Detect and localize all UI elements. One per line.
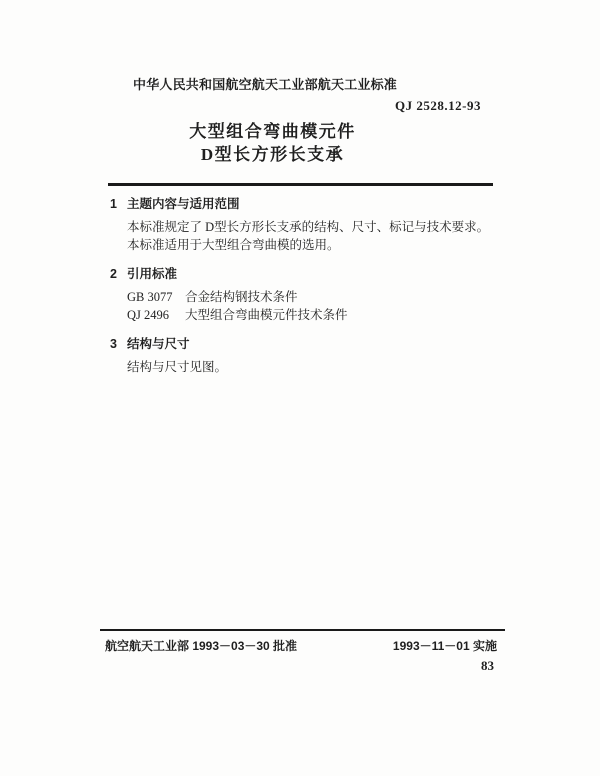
section-1-number: 1: [110, 197, 117, 211]
section-1-body: [127, 218, 502, 254]
paragraph: 本标准适用于大型组合弯曲模的选用。: [127, 238, 340, 252]
section-2-body: [127, 288, 502, 324]
section-2-title: 引用标准: [127, 267, 178, 281]
section-2-heading: [110, 266, 502, 282]
title-line-2: D型长方形长支承: [200, 145, 345, 164]
section-3-title: 结构与尺寸: [127, 337, 190, 351]
reference-item: [127, 306, 502, 324]
title-divider-rule: [108, 183, 493, 186]
issuing-org-line: 中华人民共和国航空航天工业部航天工业标准: [133, 77, 398, 92]
reference-code: GB 3077: [127, 290, 173, 304]
paragraph: 结构与尺寸见图。: [127, 360, 228, 374]
footer-divider-rule: [100, 629, 505, 631]
title-line-1: 大型组合弯曲模元件: [189, 122, 356, 141]
reference-item: [127, 288, 502, 306]
section-3-number: 3: [110, 337, 117, 351]
paragraph: 本标准规定了 D型长方形长支承的结构、尺寸、标记与技术要求。: [127, 220, 490, 234]
document-body: [110, 196, 502, 376]
standard-number: QJ 2528.12-93: [395, 98, 481, 113]
section-2-number: 2: [110, 267, 117, 281]
approval-text: 航空航天工业部 1993－03－30 批准: [105, 639, 298, 653]
section-3-heading: [110, 336, 502, 352]
reference-title: 大型组合弯曲模元件技术条件: [185, 308, 348, 322]
page-number: 83: [481, 658, 494, 673]
approval-footer: [105, 637, 497, 654]
reference-code: QJ 2496: [127, 308, 170, 322]
implementation-text: 1993－11－01 实施: [392, 639, 497, 653]
section-3-body: [127, 358, 502, 376]
section-1-title: 主题内容与适用范围: [127, 197, 240, 211]
reference-title: 合金结构钢技术条件: [185, 290, 298, 304]
document-title: [0, 120, 545, 166]
section-1-heading: [110, 196, 502, 212]
